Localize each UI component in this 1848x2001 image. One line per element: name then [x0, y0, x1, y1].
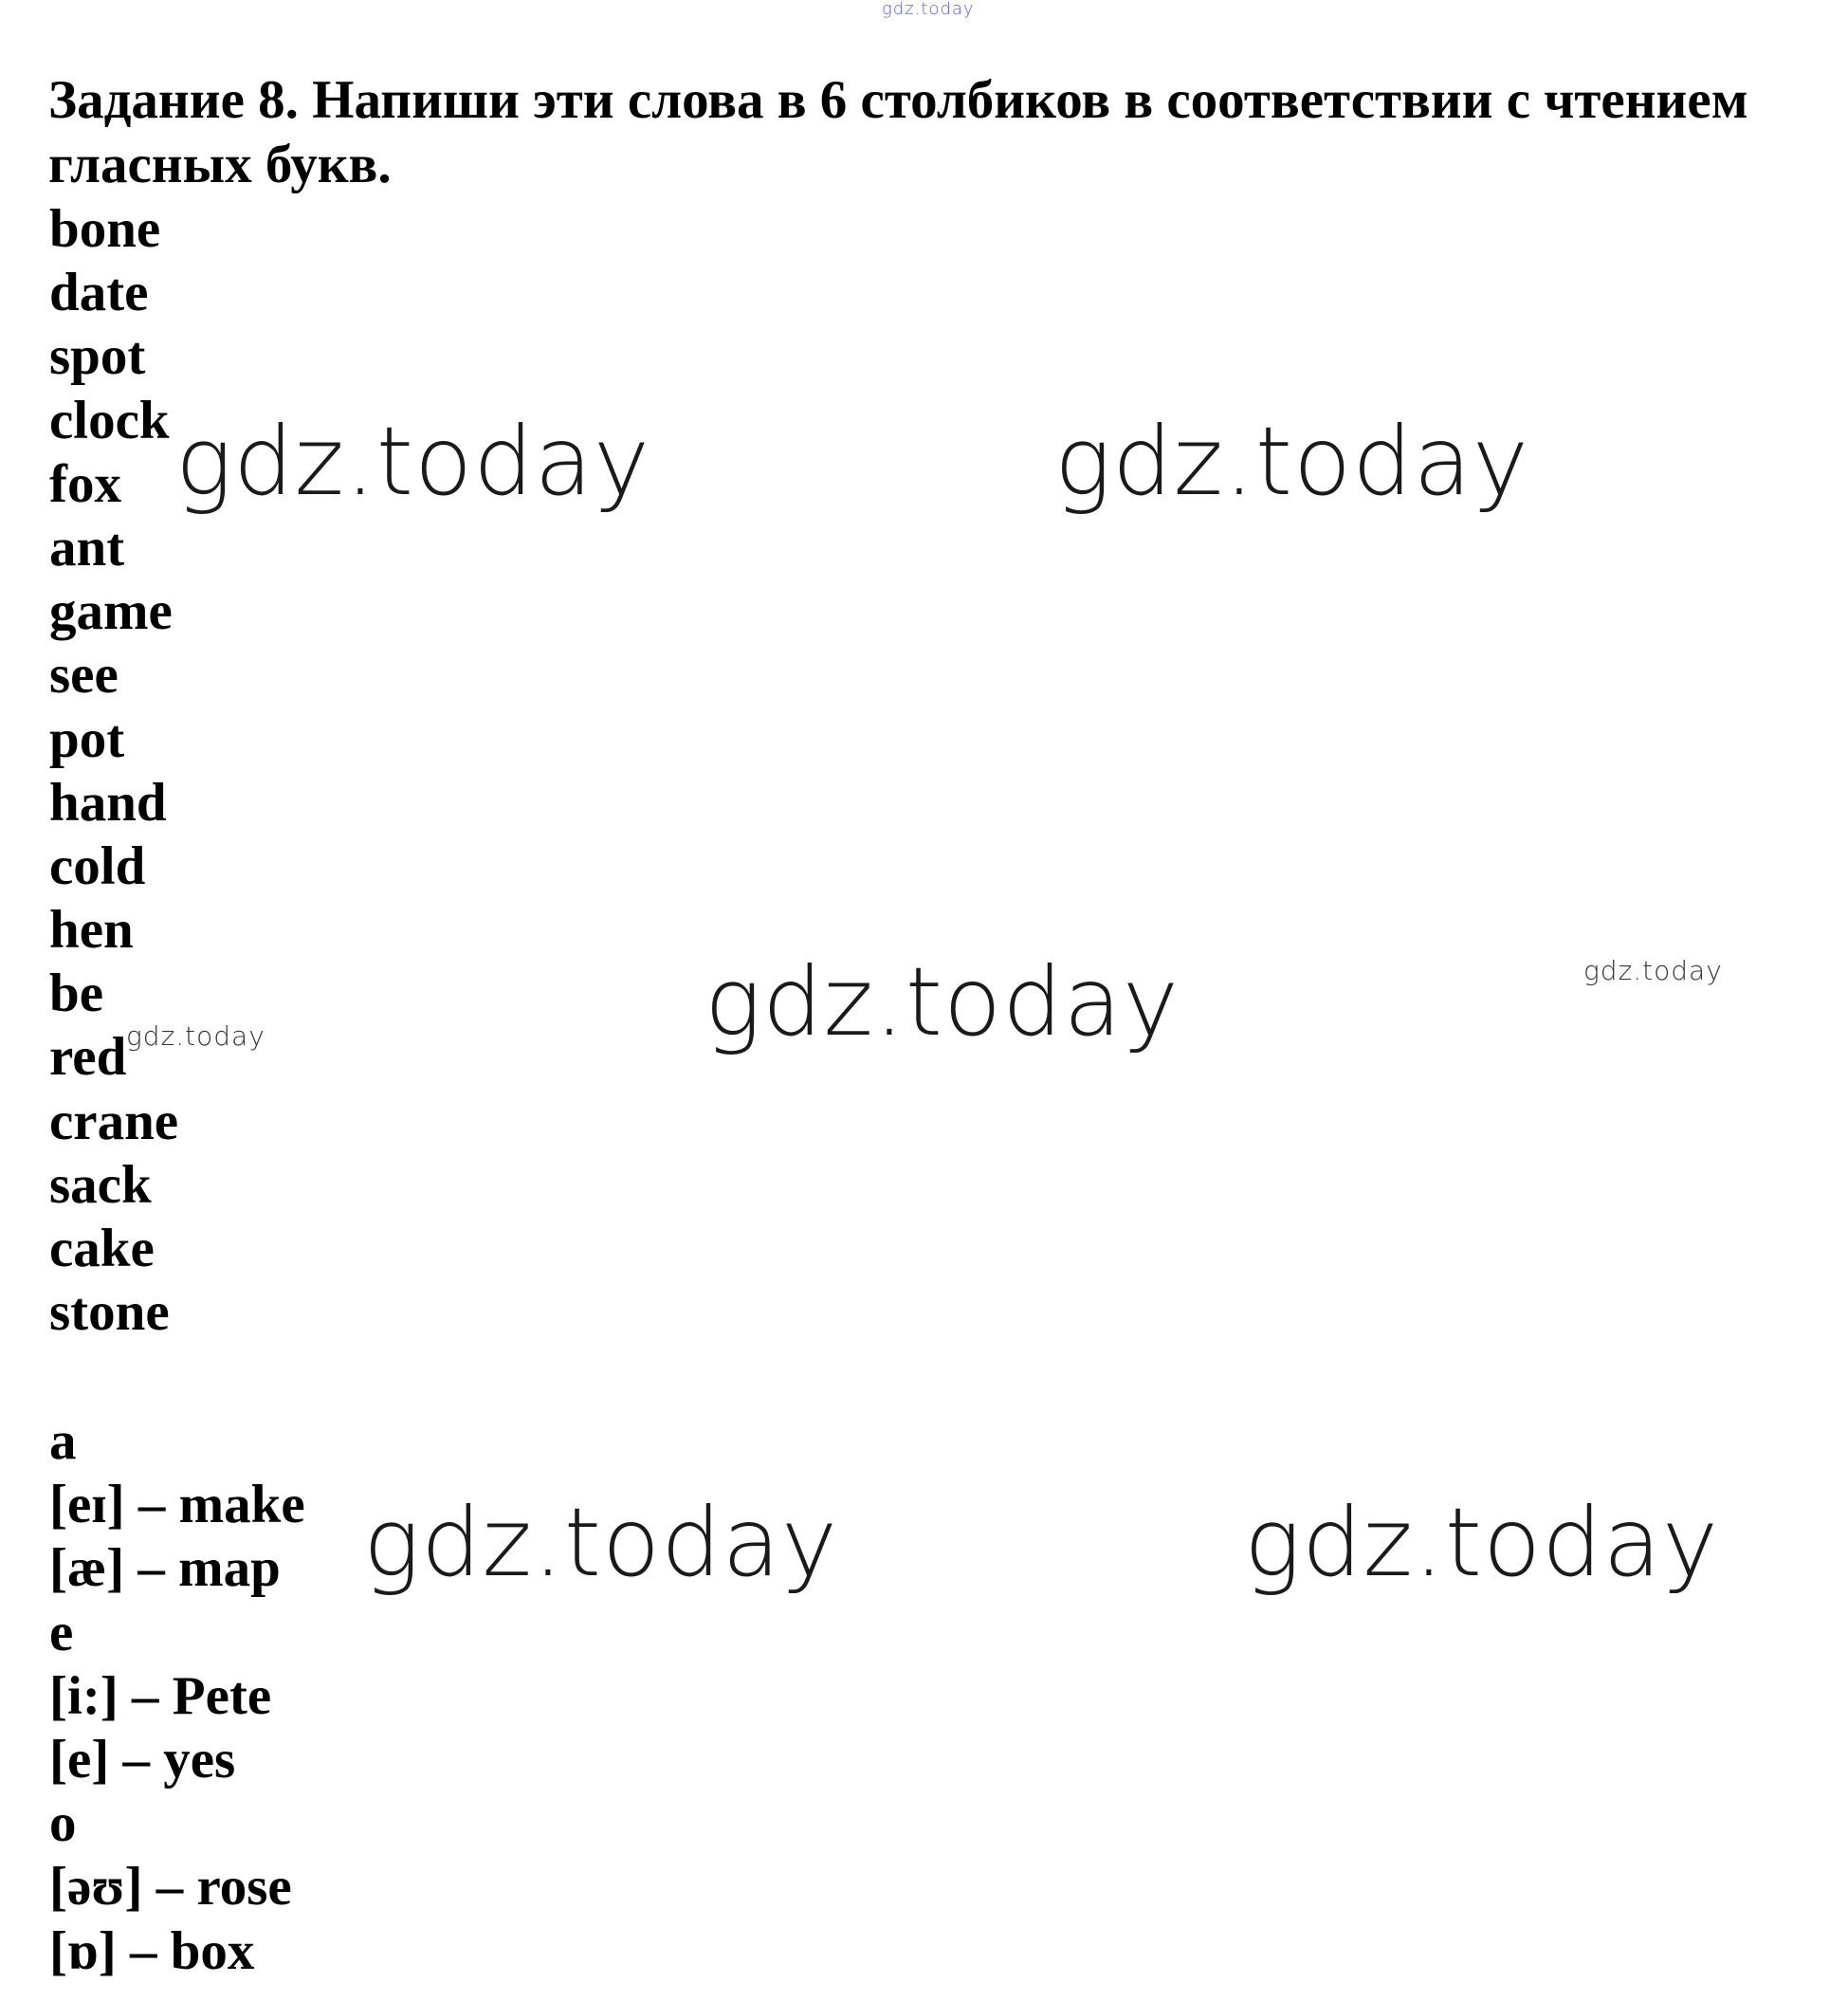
list-item: pot — [49, 708, 125, 769]
watermark: gdz.today — [363, 1487, 839, 1598]
vowel-example: [e] – yes — [49, 1729, 236, 1790]
vowel-example: [æ] – map — [49, 1538, 281, 1599]
watermark: gdz.today — [175, 406, 651, 517]
list-item: stone — [49, 1282, 170, 1343]
list-item: hand — [49, 772, 167, 833]
list-item: fox — [49, 453, 121, 514]
list-item: crane — [49, 1091, 179, 1151]
watermark: gdz.today — [126, 1020, 265, 1052]
word-list — [49, 197, 178, 1344]
vowel-heading: o — [49, 1793, 77, 1854]
list-item: date — [49, 263, 149, 323]
watermark: gdz.today — [1054, 406, 1530, 517]
list-item: bone — [49, 199, 161, 259]
vowel-example: [i:] – Pete — [49, 1665, 272, 1726]
list-item: red — [49, 1027, 127, 1088]
list-item: be — [49, 964, 103, 1024]
vowel-pattern-list — [49, 1409, 305, 1983]
watermark: gdz.today — [1583, 955, 1723, 986]
list-item: clock — [49, 390, 170, 450]
list-item: cold — [49, 835, 146, 896]
list-item: see — [49, 645, 119, 706]
vowel-heading: a — [49, 1411, 77, 1471]
list-item: sack — [49, 1154, 152, 1215]
vowel-example: [eɪ] – make — [49, 1475, 305, 1535]
watermark: gdz.today — [882, 0, 975, 19]
list-item: game — [49, 581, 173, 642]
list-item: ant — [49, 517, 125, 578]
vowel-example: [ɒ] – box — [49, 1920, 255, 1981]
vowel-heading: e — [49, 1602, 74, 1662]
list-item: hen — [49, 900, 134, 961]
vowel-example: [əʊ] – rose — [49, 1857, 292, 1918]
watermark: gdz.today — [704, 946, 1180, 1057]
list-item: cake — [49, 1219, 155, 1278]
list-item: spot — [49, 326, 146, 387]
task-title: Задание 8. Напиши эти слова в 6 столбиков в соответствии с чтением гласных букв. — [48, 70, 1748, 194]
watermark: gdz.today — [1244, 1487, 1720, 1598]
